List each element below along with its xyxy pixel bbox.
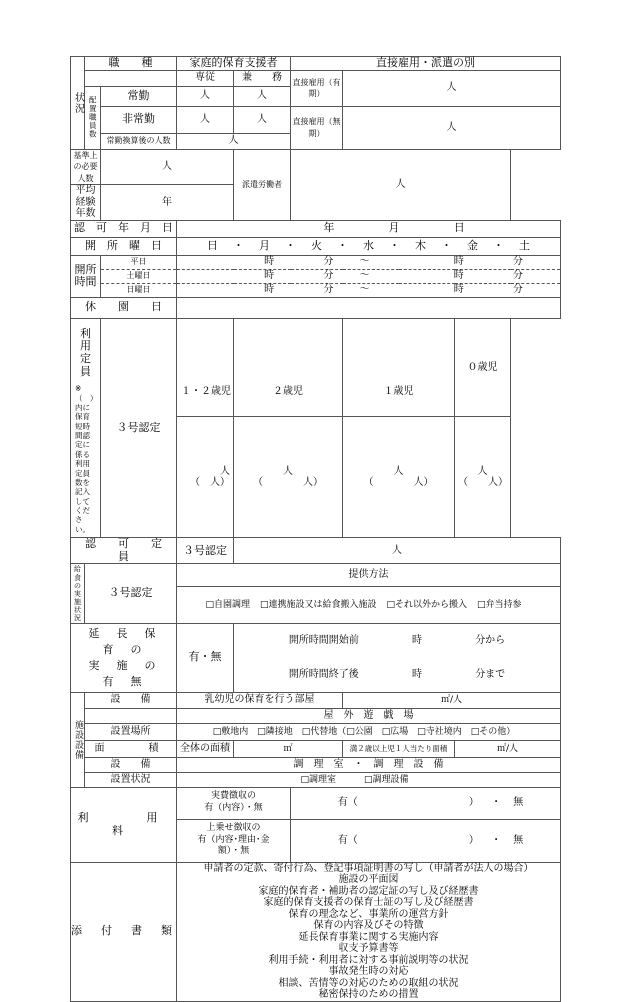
table-row: [71, 787, 561, 819]
location-option-5[interactable]: □その他）: [470, 726, 516, 737]
employment-permanent-label: 直接雇用（無期）: [291, 106, 343, 149]
table-row: [71, 740, 561, 757]
fees-extra-label: [177, 819, 291, 862]
required-staff-label: 基準上の必要人数: [71, 149, 101, 185]
attachment-item: 収支予算書等: [338, 943, 399, 955]
fees-label: 利 用 料: [71, 787, 177, 862]
employment-fixed-term-value[interactable]: 人: [343, 70, 561, 106]
location-option-4[interactable]: □寺社境内: [417, 726, 462, 737]
capacity-paren-2: （ 人）: [253, 477, 323, 489]
extended-care-after-row[interactable]: 開所時間終了後 時 分まで: [234, 658, 561, 692]
attachment-item: 利用手続・利用者に対する事前説明等の状況: [268, 954, 469, 966]
open-day-separator: ・: [337, 238, 348, 252]
row-label-parttime: 非常勤: [101, 106, 177, 133]
fulltime-dedicated-value[interactable]: 人: [177, 86, 234, 106]
parttime-dedicated-value[interactable]: 人: [177, 106, 234, 133]
extended-care-yesno[interactable]: 有・無: [177, 623, 234, 692]
job-type-label: 職 種: [85, 57, 177, 71]
col-concurrent-header: 兼 務: [234, 70, 291, 86]
table-row: [71, 255, 561, 269]
capacity-group-0-header: ０歳児: [455, 318, 511, 417]
open-hours-saturday-value[interactable]: 時 分 ～ 時 分: [177, 269, 561, 283]
meals-method-header: 提供方法: [177, 564, 561, 586]
fees-actual-label-text: 実費徴収の 有（内容）・無: [204, 791, 263, 814]
open-day-火[interactable]: 火: [311, 238, 322, 252]
open-hours-saturday-label: 土曜日: [101, 269, 177, 283]
attachment-item: 保育の内容及びその特徴: [313, 920, 424, 932]
open-day-金[interactable]: 金: [467, 238, 478, 252]
capacity-group-12-header: １・２歳児: [177, 368, 234, 417]
meal-option-1[interactable]: □連携施設又は給食搬入施設: [259, 600, 377, 611]
facility-per-child-value[interactable]: ㎡/人: [455, 740, 561, 757]
capacity-paren-1: （ 人）: [363, 477, 434, 489]
capacity-group-1-header: １歳児: [343, 368, 455, 417]
table-row: [71, 708, 561, 723]
kitchen-option-1[interactable]: □調理設備: [364, 774, 409, 785]
table-row: [71, 297, 561, 318]
open-days-list: [200, 239, 538, 252]
attachment-item: 秘密保持のための措置: [318, 989, 419, 1001]
open-day-土[interactable]: 土: [519, 238, 530, 252]
facility-status-label: 設置状況: [85, 772, 177, 787]
facility-kitchen-options: [300, 775, 436, 785]
application-form-table: [70, 56, 561, 1002]
facility-area-label: 面 積: [85, 740, 177, 757]
capacity-group-2-header: ２歳児: [234, 368, 343, 417]
facility-playground-header: 屋 外 遊 戯 場: [177, 708, 561, 723]
attachment-item: 相談、苦情等の対応のための取組の状況: [278, 977, 459, 989]
open-day-separator: ・: [493, 238, 504, 252]
facility-location-options-cell[interactable]: [177, 723, 561, 740]
approval-date-label: 認 可 年 月 日: [71, 220, 177, 237]
meals-section-label: [71, 564, 85, 623]
employment-dispatch-value[interactable]: 人: [291, 149, 511, 220]
fte-value[interactable]: 人: [177, 133, 291, 149]
parttime-concurrent-value[interactable]: 人: [234, 106, 291, 133]
open-day-separator: ・: [285, 238, 296, 252]
fees-extra-label-text: 上乗せ徴収の 有（内容･理由･金 額）・無: [197, 823, 270, 857]
open-day-separator: ・: [389, 238, 400, 252]
attachment-item: 家庭的保育支援者の保育士証の写し及び経歴書: [263, 897, 474, 909]
attachments-list: [177, 862, 561, 1001]
attachment-item: 家庭的保育者・補助者の認定証の写し及び経歴書: [258, 885, 479, 897]
kitchen-option-0[interactable]: □調理室: [300, 774, 336, 785]
open-day-木[interactable]: 木: [415, 238, 426, 252]
table-row: [71, 692, 561, 708]
table-row: [71, 772, 561, 787]
attachment-item: 事故発生時の対応: [328, 966, 409, 978]
facility-room-label: 乳幼児の保育を行う部屋: [177, 692, 343, 708]
capacity-paren-12: （ 人）: [190, 477, 230, 489]
facility-location-options: [213, 727, 525, 737]
facility-section-label: 施設設備: [71, 692, 85, 787]
location-option-1[interactable]: □隣接地: [257, 726, 293, 737]
capacity-value-12[interactable]: 人 （ 人）: [177, 417, 234, 538]
row-label-fulltime: 常勤: [101, 86, 177, 106]
staffing-sub-label: 配置職員数: [85, 86, 101, 149]
facility-total-area-label: 全体の面積: [177, 740, 234, 757]
col-dedicated-header: 専従: [177, 70, 234, 86]
required-staff-value[interactable]: 人: [101, 149, 234, 185]
table-row: [71, 318, 561, 367]
open-day-日[interactable]: 日: [207, 238, 218, 252]
capacity-group-spacer: [234, 318, 291, 367]
employment-type-header: 直接雇用・派遣の別: [291, 57, 561, 71]
employment-fixed-term-label: 直接雇用（有期）: [291, 70, 343, 106]
meals-cert-label: ３号認定: [85, 564, 177, 623]
open-days-value[interactable]: [177, 237, 561, 255]
open-day-separator: ・: [233, 238, 244, 252]
attachment-item: 申請者の定款、寄付行為、登記事項証明書の写し（申請者が法人の場合）: [203, 862, 534, 874]
employment-dispatch-label: 派遣労働者: [234, 149, 291, 220]
capacity-group-spacer2: [291, 318, 343, 367]
subheader-blank: [85, 70, 177, 86]
home-support-header: 家庭的保育支援者: [177, 57, 291, 71]
employment-permanent-value[interactable]: 人: [343, 106, 561, 149]
table-row: [71, 623, 561, 657]
attachment-item: 延長保育事業に関する実施内容: [298, 931, 439, 943]
location-option-0[interactable]: □敷地内: [212, 726, 249, 737]
facility-equipment2-label: 設 備: [85, 757, 177, 772]
extended-care-label: [71, 623, 177, 692]
meals-options-list: [205, 600, 531, 610]
table-row: [71, 220, 561, 237]
attachment-item: 保育の理念など、事業所の運営方針: [288, 908, 449, 920]
capacity-value-2[interactable]: 人 （ 人）: [234, 417, 343, 538]
open-day-separator: ・: [441, 238, 452, 252]
extended-care-label-text: 延 長 保 育 の 実 施 の 有 無: [88, 626, 173, 688]
attachment-item: 施設の平面図: [338, 874, 399, 886]
fees-extra-value[interactable]: 有（ ） ・ 無: [291, 819, 561, 862]
capacity-label-cell: 利用定員 ※（ ）内に保育短時間認定に係る利用定員数を記入してください。: [71, 318, 101, 538]
facility-total-area-value[interactable]: ㎡: [234, 740, 343, 757]
facility-location-label: 設置場所: [85, 723, 177, 740]
meal-option-3[interactable]: □弁当持参: [477, 600, 522, 611]
open-days-label: 開 所 曜 日: [71, 237, 177, 255]
facility-kitchen-header: 調 理 室 ・ 調 理 設 備: [177, 757, 561, 772]
meals-options-cell[interactable]: [177, 586, 561, 623]
meals-label-text: 給食の 実 施状況: [74, 565, 81, 622]
table-row: [71, 149, 561, 185]
open-hours-weekday-label: 平日: [101, 255, 177, 269]
approved-capacity-value[interactable]: 人: [234, 538, 561, 564]
table-row: [71, 564, 561, 586]
facility-kitchen-options-cell[interactable]: [177, 772, 561, 787]
table-row: [71, 237, 561, 255]
table-row: [71, 862, 561, 1001]
table-row: [71, 723, 561, 740]
avg-experience-value[interactable]: 年: [101, 185, 234, 221]
open-hours-weekday-value[interactable]: 時 分 ～ 時 分: [177, 255, 561, 269]
table-row: [71, 538, 561, 564]
open-hours-label: 開所時間: [71, 255, 101, 297]
table-row: [71, 269, 561, 283]
open-hours-sunday-label: 日曜日: [101, 283, 177, 297]
avg-experience-label: 平均経験年数: [71, 185, 101, 221]
capacity-paren-0: （ 人）: [458, 477, 508, 489]
closed-days-value[interactable]: [177, 297, 561, 318]
table-row: [71, 757, 561, 772]
fulltime-concurrent-value[interactable]: 人: [234, 86, 291, 106]
location-option-2[interactable]: □代替地（□公園: [301, 726, 373, 737]
capacity-cert-label: ３号認定: [101, 318, 177, 538]
staffing-section-label: 状況: [71, 57, 85, 150]
approved-capacity-label: 認 可 定 員: [71, 538, 177, 564]
closed-days-label: 休 園 日: [71, 297, 177, 318]
extended-care-before-row[interactable]: 開所時間開始前 時 分から: [234, 623, 561, 657]
facility-equipment-label: 設 備: [85, 692, 177, 708]
capacity-group-1-2-header: [177, 318, 234, 367]
capacity-group-spacer3: [343, 318, 399, 367]
facility-room-area-value[interactable]: ㎡/人: [343, 692, 561, 708]
capacity-group-spacer4: [399, 318, 455, 367]
location-option-3[interactable]: □広場: [381, 726, 409, 737]
facility-per-child-label: 満２歳以上児１人当たり面積: [343, 740, 455, 757]
capacity-value-0[interactable]: 人 （ 人）: [455, 417, 511, 538]
open-hours-sunday-value[interactable]: 時 分 ～ 時 分: [177, 283, 561, 297]
table-row: [71, 106, 561, 133]
facility-equipment-label-cont: [85, 708, 177, 723]
table-row: [71, 70, 561, 86]
open-day-月[interactable]: 月: [259, 238, 270, 252]
fees-actual-value[interactable]: 有（ ） ・ 無: [291, 787, 561, 819]
approval-date-value[interactable]: 年 月 日: [177, 220, 561, 237]
fte-label: 常勤換算後の人数: [101, 133, 177, 149]
table-row: [71, 57, 561, 71]
approved-capacity-cert-label: ３号認定: [177, 538, 234, 564]
capacity-value-1[interactable]: 人 （ 人）: [343, 417, 455, 538]
attachments-label: 添 付 書 類: [71, 862, 177, 1001]
meal-option-2[interactable]: □それ以外から搬入: [386, 600, 468, 611]
open-day-水[interactable]: 水: [363, 238, 374, 252]
table-row: [71, 283, 561, 297]
meal-option-0[interactable]: □自園調理: [205, 600, 250, 611]
